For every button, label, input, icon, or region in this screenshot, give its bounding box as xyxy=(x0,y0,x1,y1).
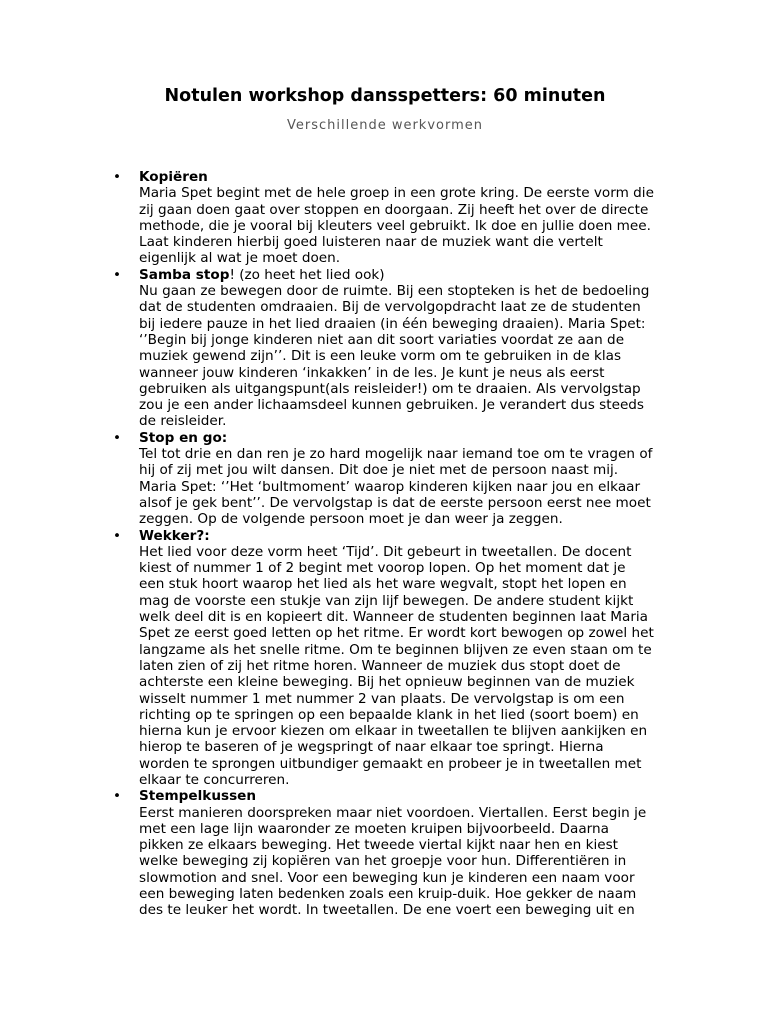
section-text-line: dat de studenten omdraaien. Bij de vervolgopdracht laat ze de studenten xyxy=(139,299,641,316)
section-item xyxy=(0,430,768,528)
section-item xyxy=(0,169,768,267)
section-heading xyxy=(139,169,768,185)
section-text-line: Spet ze eerst goed letten op het ritme. Er wordt kort bewogen op zowel het xyxy=(139,625,654,642)
section-title: Samba stop xyxy=(139,266,230,283)
section-text-line: Nu gaan ze bewegen door de ruimte. Bij een stopteken is het de bedoeling xyxy=(139,283,650,300)
section-text-line: de reisleider. xyxy=(139,413,227,430)
section-text-line: achterste een kleine beweging. Bij het opnieuw beginnen van de muziek xyxy=(139,674,635,691)
section-title: Stop en go: xyxy=(139,429,228,446)
section-title: Kopiëren xyxy=(139,169,208,185)
section-text-line: hierna kun je ervoor kiezen om elkaar in tweetallen te blijven aankijken en xyxy=(139,723,648,740)
section-text-line: gebruiken als uitgangspunt(als reisleider!) om te draaien. Als vervolgstap xyxy=(139,380,641,397)
section-text-line: wisselt nummer 1 met nummer 2 van plaats. De vervolgstap is om een xyxy=(139,690,625,707)
section-text-line: Eerst manieren doorspreken maar niet voordoen. Viertallen. Eerst begin je xyxy=(139,804,647,821)
section-text-line: kiest of nummer 1 of 2 begint met voorop lopen. Op het moment dat je xyxy=(139,560,626,577)
section-heading xyxy=(139,267,768,283)
section-text-line: mag de voorste een stukje van zijn lijf bewegen. De andere student kijkt xyxy=(139,592,634,609)
bullet-icon: • xyxy=(113,266,122,283)
section-text-line: des te leuker het wordt. In tweetallen. De ene voert een beweging uit en xyxy=(139,902,635,919)
section-text-line: laten zien of zij het ritme horen. Wanneer de muziek dus stopt doet de xyxy=(139,657,621,674)
section-text-line: ‘’Begin bij jonge kinderen niet aan dit soort variaties voordat ze aan de xyxy=(139,331,625,348)
page-title: Notulen workshop dansspetters: 60 minuten xyxy=(164,86,606,106)
section-text-line: Laat kinderen hierbij goed luisteren naar de muziek want die vertelt xyxy=(139,234,603,251)
bullet-icon: • xyxy=(113,527,122,544)
section-text-line: welke beweging zij kopiëren van het groepje voor hun. Differentiëren in xyxy=(139,853,627,870)
page-subtitle: Verschillende werkvormen xyxy=(286,118,483,133)
section-text-line: eigenlijk al wat je moet doen. xyxy=(139,250,341,267)
section-text-line: Maria Spet: ‘’Het ‘bultmoment’ waarop kinderen kijken naar jou en elkaar xyxy=(139,478,641,495)
section-text-line: elkaar te concurreren. xyxy=(139,771,290,788)
section-text-line: muziek gewend zijn’’. Dit is een leuke vorm om te gebruiken in de klas xyxy=(139,348,622,365)
section-text-line: een stuk hoort waarop het lied als het ware wegvalt, stopt het lopen en xyxy=(139,576,627,593)
section-text-line: zou je een ander lichaamsdeel kunnen gebruiken. Je verandert dus steeds xyxy=(139,397,645,414)
section-text-line: hierop te baseren of je wegspringt of naar elkaar toe springt. Hierna xyxy=(139,739,604,756)
section-text-line: slowmotion and snel. Voor een beweging kun je kinderen een naam voor xyxy=(139,869,635,886)
section-text-line: alsof je gek bent’’. De vervolgstap is dat de eerste persoon eerst nee moet xyxy=(139,494,651,511)
section-text-line: Maria Spet begint met de hele groep in een grote kring. De eerste vorm die xyxy=(139,185,654,202)
section-text-line: met een lage lijn waaronder ze moeten kruipen bijvoorbeeld. Daarna xyxy=(139,820,609,837)
section-title-suffix: ! (zo heet het lied ook) xyxy=(229,266,385,283)
section-item xyxy=(0,528,768,789)
section-text-line: methode, die je vooral bij kleuters veel gebruikt. Ik doe en jullie doen mee. xyxy=(139,217,651,234)
section-text-line: zeggen. Op de volgende persoon moet je dan weer ja zeggen. xyxy=(139,511,563,528)
section-item xyxy=(0,267,768,430)
section-text-line: worden te sprongen uitbundiger gemaakt en probeer je in tweetallen met xyxy=(139,755,642,772)
section-heading xyxy=(139,528,768,544)
section-text-line: pikken ze elkaars beweging. Het tweede viertal kijkt naar hen en kiest xyxy=(139,837,619,854)
section-text-line: zij gaan doen gaat over stoppen en doorgaan. Zij heeft het over de directe xyxy=(139,201,649,218)
bullet-icon: • xyxy=(113,788,122,805)
section-text-line: langzame als het snelle ritme. Om te beginnen blijven ze even staan om te xyxy=(139,641,652,658)
section-heading xyxy=(139,430,768,446)
bullet-icon: • xyxy=(113,429,122,446)
section-text-line: welk deel dit is en kopieert dit. Wanneer de studenten beginnen laat Maria xyxy=(139,609,649,626)
section-text-line: Het lied voor deze vorm heet ‘Tijd’. Dit gebeurt in tweetallen. De docent xyxy=(139,543,632,560)
section-item xyxy=(0,788,768,918)
section-text-line: richting op te springen op een bepaalde klank in het lied (soort boem) en xyxy=(139,706,639,723)
section-title: Wekker?: xyxy=(139,527,210,544)
section-text-line: een beweging laten bedenken zoals een kruip-duik. Hoe gekker de naam xyxy=(139,886,637,903)
section-list xyxy=(0,169,768,919)
section-text-line: Tel tot drie en dan ren je zo hard mogelijk naar iemand toe om te vragen of xyxy=(139,446,653,463)
section-title: Stempelkussen xyxy=(139,788,257,805)
section-text-line: bij iedere pauze in het lied draaien (in één beweging draaien). Maria Spet: xyxy=(139,315,646,332)
section-text-line: wanneer jouw kinderen ‘inkakken’ in de les. Je kunt je neus als eerst xyxy=(139,364,605,381)
section-heading xyxy=(139,788,768,804)
bullet-icon: • xyxy=(113,169,122,185)
section-text-line: hij of zij met jou wilt dansen. Dit doe je niet met de persoon naast mij. xyxy=(139,462,619,479)
